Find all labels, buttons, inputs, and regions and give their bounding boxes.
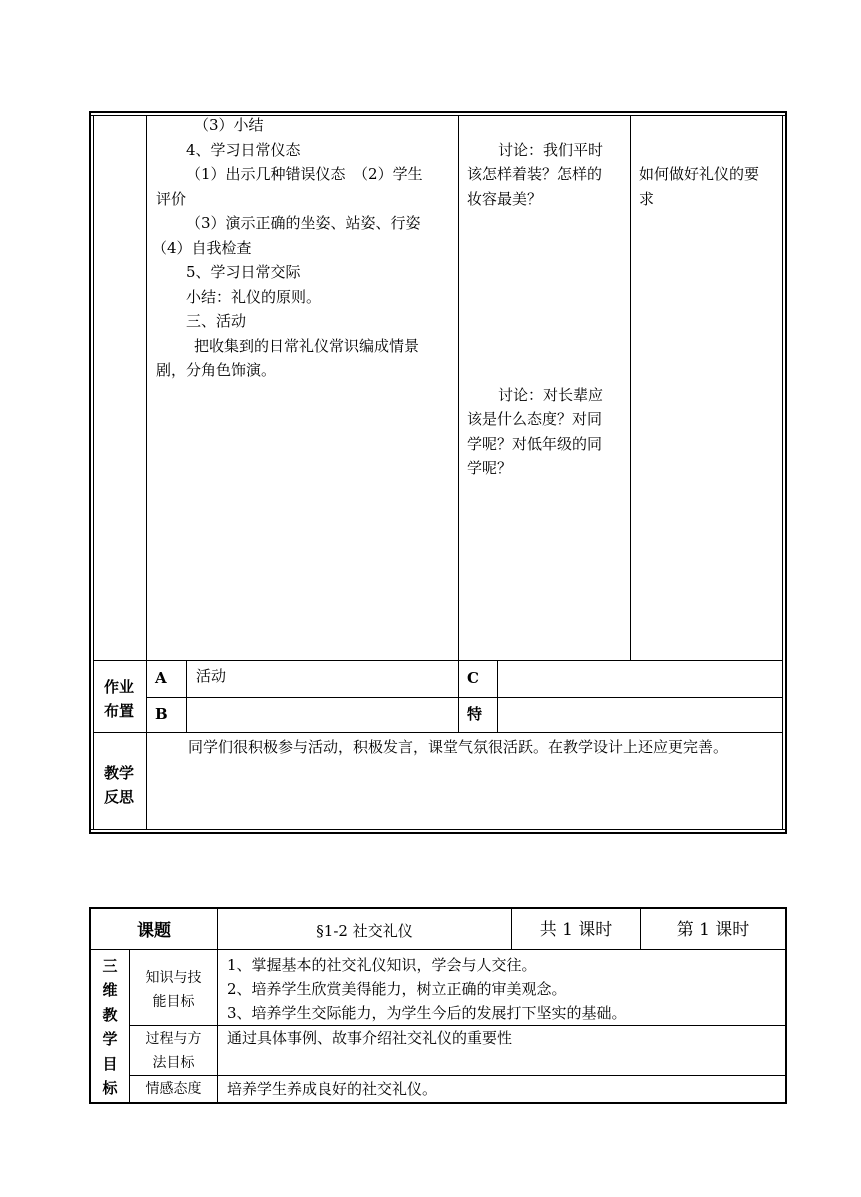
content-line: 评价 — [156, 190, 187, 208]
total-hours: 共 1 课时 — [539, 920, 613, 940]
homework-a-label: A — [155, 669, 167, 687]
discussion-line: 讨论：对长辈应 — [498, 386, 604, 404]
content-line: （4）自我检查 — [152, 239, 252, 257]
topic-label: 课题 — [137, 921, 171, 941]
content-line: 把收集到的日常礼仪常识编成情景 — [194, 337, 420, 355]
process-goal-label: 法目标 — [152, 1055, 195, 1071]
content-line: 小结：礼仪的原则。 — [186, 288, 322, 306]
homework-label: 作业 — [104, 678, 135, 696]
emotion-goal-label: 情感态度 — [145, 1081, 202, 1097]
discussion-line: 妆容最美？ — [467, 190, 543, 208]
process-goal-text: 通过具体事例、故事介绍社交礼仪的重要性 — [227, 1029, 513, 1047]
homework-special-label: 特 — [467, 705, 483, 723]
discussion-line: 该怎样着装？怎样的 — [467, 165, 603, 183]
knowledge-goal-label: 知识与技 — [145, 970, 202, 986]
discussion-line: 该是什么态度？对同 — [467, 410, 603, 428]
reflection-label: 反思 — [104, 788, 135, 806]
discussion-line: 学呢？ — [467, 459, 513, 477]
lesson-topic: §1-2 社交礼仪 — [316, 922, 413, 940]
homework-c-label: C — [467, 669, 479, 687]
homework-label: 布置 — [104, 702, 135, 720]
reflection-label: 教学 — [104, 764, 135, 782]
knowledge-goal-label: 能目标 — [152, 994, 195, 1010]
knowledge-goal-item: 3、培养学生交际能力，为学生今后的发展打下坚实的基础。 — [227, 1004, 627, 1022]
current-hour: 第 1 课时 — [676, 920, 750, 940]
homework-a-value: 活动 — [196, 667, 227, 685]
discussion-line: 讨论：我们平时 — [498, 141, 604, 159]
homework-b-label: B — [155, 705, 168, 723]
note-line: 如何做好礼仪的要 — [639, 165, 760, 183]
content-line: （1）出示几种错误仪态 （2）学生 — [186, 165, 423, 183]
discussion-line: 学呢？对低年级的同 — [467, 435, 603, 453]
note-line: 求 — [639, 190, 655, 208]
emotion-goal-text: 培养学生养成良好的社交礼仪。 — [227, 1080, 438, 1098]
knowledge-goal-item: 1、掌握基本的社交礼仪知识，学会与人交往。 — [227, 956, 537, 974]
knowledge-goal-item: 2、培养学生欣赏美得能力，树立正确的审美观念。 — [227, 980, 567, 998]
content-line: （3）演示正确的坐姿、站姿、行姿 — [186, 214, 421, 232]
process-goal-label: 过程与方 — [145, 1031, 202, 1047]
content-line: 三、活动 — [186, 312, 247, 330]
reflection-text: 同学们很积极参与活动，积极发言，课堂气氛很活跃。在教学设计上还应更完善。 — [188, 738, 729, 756]
content-line: （3）小结 — [194, 116, 264, 134]
content-line: 剧，分角色饰演。 — [156, 361, 277, 379]
content-line: 5、学习日常交际 — [186, 263, 301, 281]
content-line: 4、学习日常仪态 — [186, 141, 301, 159]
